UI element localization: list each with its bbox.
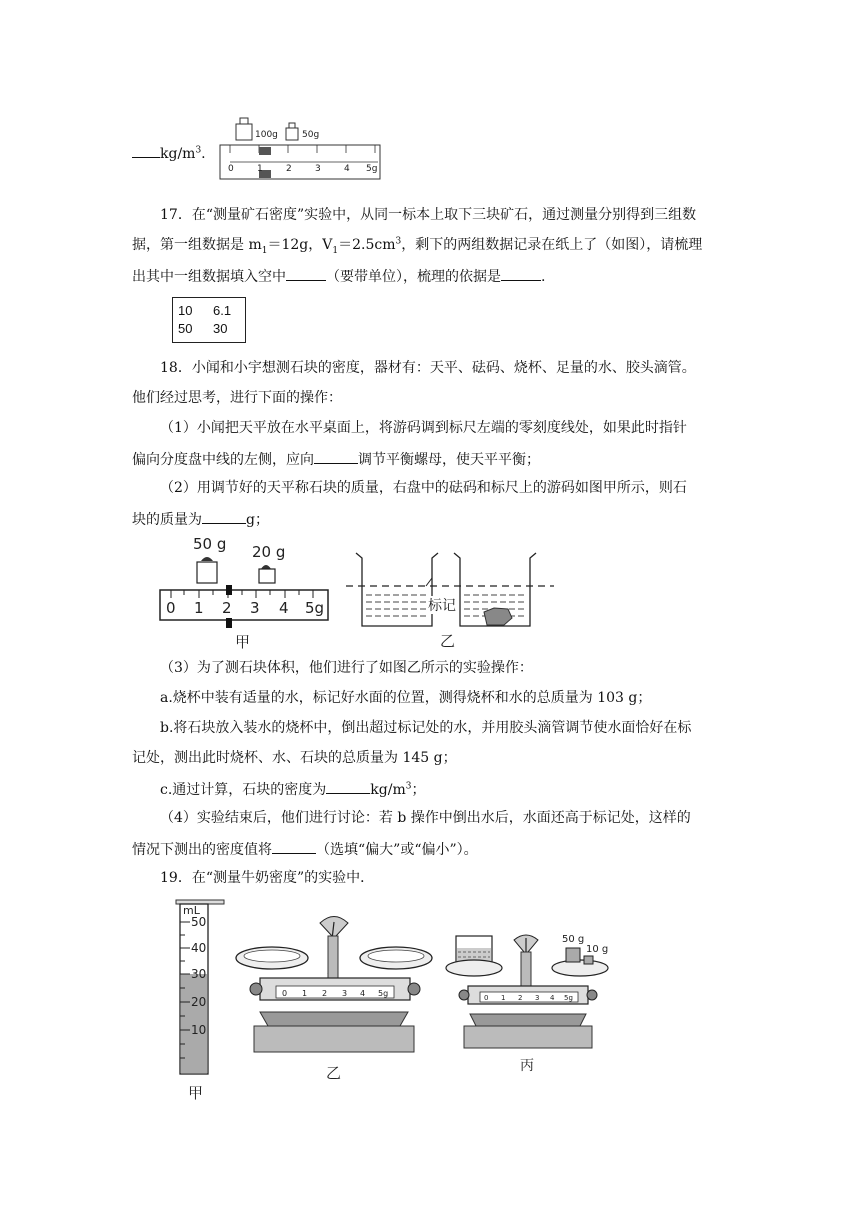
top-balance-scale-figure (218, 116, 388, 180)
q18-p4-line2: 情况下测出的密度值将 （选填“偏大”或“偏小”）。 (132, 839, 478, 859)
jia-weight-50g (197, 562, 217, 583)
balance-yi-caption: 乙 (326, 1064, 342, 1082)
q17-line1: 17．在“测量矿石密度”实验中，从同一标本上取下三块矿石，通过测量分别得到三组数 (160, 207, 697, 223)
q18-blank-bias (272, 839, 316, 854)
svg-text:3: 3 (535, 994, 540, 1002)
svg-text:0: 0 (166, 599, 176, 617)
svg-text:2: 2 (286, 164, 292, 174)
cylinder-caption: 甲 (188, 1084, 204, 1102)
top-rider (259, 147, 271, 155)
q18-blank-density (326, 779, 370, 794)
svg-text:2: 2 (222, 599, 232, 617)
q18-p2-line2: 块的质量为 g； (132, 509, 269, 529)
q19-balance-bing (446, 930, 616, 1075)
top-answer-line (132, 143, 206, 163)
svg-text:40: 40 (191, 941, 207, 955)
svg-text:3: 3 (250, 599, 260, 617)
q18-pa: a.烧杯中装有适量的水，标记好水面的位置，测得烧杯和水的总质量为 103 g； (160, 690, 652, 706)
svg-text:4: 4 (344, 164, 350, 174)
q18-p1-line1: （1）小闻把天平放在水平桌面上，将游码调到标尺左端的零刻度线处，如果此时指针 (160, 420, 687, 436)
q17-blank-1 (286, 266, 326, 281)
q18-blank-direction (314, 449, 358, 464)
q18-line2: 他们经过思考，进行下面的操作： (132, 390, 342, 406)
jia-weight-50g-label: 50 g (193, 535, 227, 553)
svg-text:5g: 5g (366, 164, 378, 174)
q18-p4-line1: （4）实验结束后，他们进行讨论：若 b 操作中倒出水后，水面还高于标记处，这样的 (160, 810, 691, 826)
unit-text: kg/m (160, 146, 196, 162)
svg-text:1: 1 (302, 989, 308, 998)
q18-p2-line1: （2）用调节好的天平称石块的质量，右盘中的砝码和标尺上的游码如图甲所示，则石 (160, 480, 687, 496)
q18-figure-jia (155, 535, 335, 653)
q18-p1-line2: 偏向分度盘中线的左侧，应向 调节平衡螺母，使天平平衡； (132, 449, 540, 469)
svg-text:0: 0 (228, 164, 234, 174)
top-ruler-ticks (230, 145, 375, 153)
q19-line1: 19．在“测量牛奶密度”的实验中． (160, 870, 375, 886)
yi-stone (484, 608, 512, 625)
svg-text:0: 0 (484, 994, 489, 1002)
q17-line2: 据，第一组数据是 $m_1=12g$，$V_1=2.5cm^3$，剩下的两组数据记录在纸上了（如图），请梳理 (132, 236, 703, 256)
q19-measuring-cylinder (174, 898, 234, 1106)
svg-text:1: 1 (501, 994, 506, 1002)
svg-text:4: 4 (360, 989, 366, 998)
jia-rider-top (226, 585, 232, 595)
balance-bing-caption: 丙 (520, 1058, 534, 1074)
bing-weight-50g-label: 50 g (562, 934, 585, 945)
svg-text:0: 0 (282, 989, 288, 998)
q17-cell-r2c1: 50 (178, 321, 193, 336)
yi-caption: 乙 (440, 632, 456, 650)
bing-weight-10g (584, 956, 593, 964)
bing-weight-10g-label: 10 g (586, 944, 609, 955)
q18-blank-mass (202, 509, 246, 524)
q17-blank-2 (501, 266, 541, 281)
jia-caption: 甲 (235, 633, 251, 651)
bing-weight-50g (566, 948, 580, 962)
svg-text:50: 50 (191, 915, 207, 929)
q17-cell-r1c1: 10 (178, 303, 193, 318)
q18-figure-yi (344, 548, 554, 653)
answer-blank (132, 143, 160, 158)
q17-line3: 出其中一组数据填入空中 （要带单位），梳理的依据是 . (132, 266, 545, 286)
q18-pc: c.通过计算，石块的密度为 $kg/m^3$； (160, 779, 425, 799)
q17-data-table (172, 297, 246, 343)
svg-text:30: 30 (191, 967, 207, 981)
unit-end: . (201, 146, 206, 162)
unit-sup: 3 (195, 145, 202, 156)
svg-text:4: 4 (279, 599, 289, 617)
svg-text:4: 4 (550, 994, 555, 1002)
jia-rider-bottom (226, 618, 232, 628)
q18-p3: （3）为了测石块体积，他们进行了如图乙所示的实验操作： (160, 660, 533, 676)
svg-text:10: 10 (191, 1023, 207, 1037)
q17-cell-r1c2: 6.1 (213, 303, 232, 318)
svg-text:5g: 5g (564, 994, 573, 1002)
cylinder-unit: mL (183, 904, 200, 917)
q18-pb-line1: b.将石块放入装水的烧杯中，倒出超过标记处的水，并用胶头滴管调节使水面恰好在标 (160, 720, 692, 736)
q17-cell-r2c2: 30 (213, 321, 228, 336)
svg-text:1: 1 (194, 599, 204, 617)
yi-mark-label: 标记 (428, 598, 456, 614)
q18-line1: 18．小闻和小宇想测石块的密度，器材有：天平、砝码、烧杯、足量的水、胶头滴管。 (160, 360, 696, 376)
svg-text:20: 20 (191, 995, 207, 1009)
svg-text:3: 3 (315, 164, 321, 174)
q19-balance-yi (232, 908, 442, 1083)
jia-weight-20g-label: 20 g (252, 543, 286, 561)
svg-text:5g: 5g (305, 599, 325, 617)
top-weight-50g: 50g (302, 130, 320, 140)
svg-text:3: 3 (342, 989, 348, 998)
top-weight-100g: 100g (255, 130, 278, 140)
svg-text:2: 2 (518, 994, 523, 1002)
svg-text:5g: 5g (378, 989, 389, 998)
q18-pb-line2: 记处，测出此时烧杯、水、石块的总质量为 145 g； (132, 750, 457, 766)
svg-text:1: 1 (257, 164, 263, 174)
jia-weight-20g (259, 569, 275, 583)
svg-text:2: 2 (322, 989, 328, 998)
